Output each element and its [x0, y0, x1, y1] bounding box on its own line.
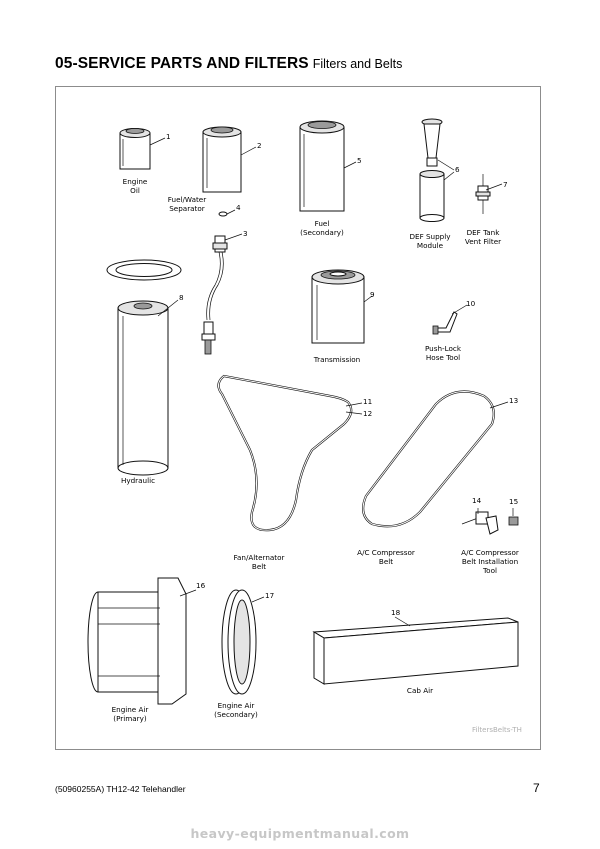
- sensor-drawing: [202, 210, 242, 354]
- part-label: Engine Air (Primary): [111, 705, 149, 723]
- part-label: DEF Tank Vent Filter: [464, 228, 502, 246]
- ac-belt-tool-drawing: [462, 508, 518, 534]
- part-label: Transmission: [313, 355, 361, 364]
- part-number: 17: [265, 591, 275, 600]
- engine-air-primary-drawing: [88, 578, 196, 704]
- part-label: A/C Compressor Belt: [357, 548, 415, 566]
- engine-oil-filter-drawing: [120, 129, 165, 170]
- engine-air-secondary-drawing: [222, 590, 264, 694]
- part-number: 8: [179, 293, 184, 302]
- part-label: Engine Air (Secondary): [214, 701, 258, 719]
- part-label: Fuel/Water Separator: [167, 195, 207, 213]
- illustration-code: FiltersBelts-TH: [472, 726, 522, 734]
- part-number: 2: [257, 141, 262, 150]
- part-number: 16: [196, 581, 206, 590]
- page-number: 7: [533, 781, 540, 795]
- part-label: DEF Supply Module: [409, 232, 451, 250]
- part-label: Hydraulic: [120, 476, 156, 485]
- watermark: heavy-equipmentmanual.com: [190, 826, 410, 841]
- section-title: 05-SERVICE PARTS AND FILTERS: [55, 55, 309, 72]
- part-number: 13: [509, 396, 519, 405]
- part-number: 18: [391, 608, 401, 617]
- part-label: Fuel (Secondary): [300, 219, 344, 237]
- part-label: Engine Oil: [122, 177, 148, 195]
- part-number: 9: [370, 290, 375, 299]
- part-number: 5: [357, 156, 362, 165]
- section-subtitle: Filters and Belts: [312, 57, 403, 71]
- transmission-filter-drawing: [312, 270, 372, 343]
- def-vent-filter-drawing: [476, 174, 502, 214]
- part-number: 14: [472, 496, 482, 505]
- ac-belt-drawing: [363, 392, 508, 527]
- part-number: 3: [243, 229, 248, 238]
- push-lock-tool-drawing: [433, 305, 467, 334]
- fuel-secondary-filter-drawing: [300, 121, 356, 211]
- hydraulic-filter-drawing: [107, 260, 181, 475]
- part-number: 6: [455, 165, 460, 174]
- footer-manual: (50960255A) TH12-42 Telehandler: [55, 784, 186, 794]
- cab-air-filter-drawing: [314, 617, 518, 684]
- part-number: 4: [236, 203, 241, 212]
- part-number: 12: [363, 409, 373, 418]
- part-number: 7: [503, 180, 508, 189]
- part-number: 11: [363, 397, 373, 406]
- part-number: 1: [166, 132, 171, 141]
- part-number: 15: [509, 497, 519, 506]
- def-supply-module-drawing: [420, 119, 454, 222]
- part-label: Fan/Alternator Belt: [233, 553, 285, 571]
- part-number: 10: [466, 299, 476, 308]
- fuel-water-separator-drawing: [203, 127, 256, 192]
- fan-belt-drawing: [218, 376, 362, 530]
- part-label: Cab Air: [406, 686, 434, 695]
- part-label: Push-Lock Hose Tool: [424, 344, 462, 362]
- part-label: A/C Compressor Belt Installation Tool: [461, 548, 519, 575]
